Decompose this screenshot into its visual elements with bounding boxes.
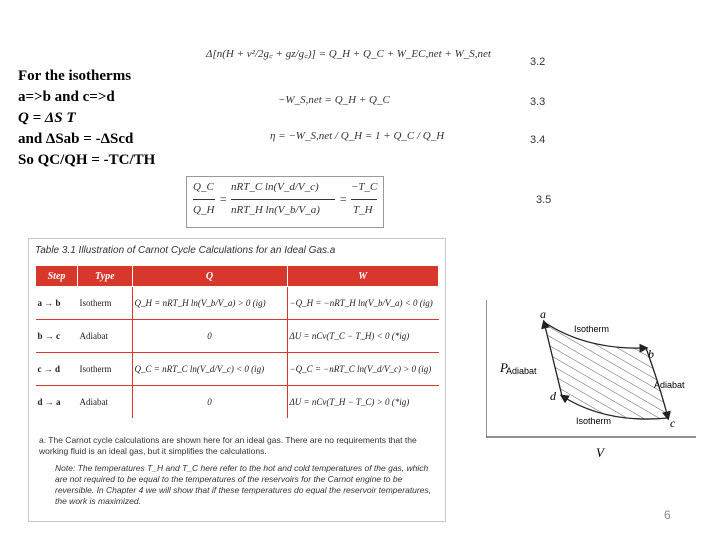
row-type: Isotherm bbox=[78, 353, 133, 386]
eq35-equals-2: = bbox=[339, 192, 348, 206]
row-step: d → a bbox=[36, 386, 78, 419]
point-b-label: b bbox=[648, 347, 654, 361]
table-row bbox=[36, 320, 439, 353]
table-row bbox=[36, 386, 439, 419]
header-type: Type bbox=[78, 266, 133, 287]
eq35-equals-1: = bbox=[219, 192, 228, 206]
row-q: Q_C = nRT_C ln(V_d/V_c) < 0 (ig) bbox=[132, 353, 287, 386]
adiabat-left-label: Adiabat bbox=[506, 366, 537, 376]
isotherm-top-label: Isotherm bbox=[574, 324, 610, 334]
table-row bbox=[36, 287, 439, 320]
row-w: −Q_C = −nRT_C ln(V_d/V_c) > 0 (ig) bbox=[287, 353, 439, 386]
eq35-lhs-numerator: Q_C bbox=[193, 181, 214, 193]
p-axis-label: P bbox=[500, 360, 508, 375]
summary-line-1: For the isotherms bbox=[18, 68, 132, 84]
header-w: W bbox=[287, 266, 439, 287]
equation-number-3-3: 3.3 bbox=[530, 96, 546, 108]
summary-line-3: Q = ΔS T bbox=[18, 110, 76, 126]
row-type: Adiabat bbox=[78, 386, 133, 419]
header-step: Step bbox=[36, 266, 78, 287]
row-w: ΔU = nCv(T_C − T_H) < 0 (*ig) bbox=[287, 320, 439, 353]
row-type: Isotherm bbox=[78, 287, 133, 320]
row-q: Q_H = nRT_H ln(V_b/V_a) > 0 (ig) bbox=[132, 287, 287, 320]
equation-number-3-2: 3.2 bbox=[530, 56, 546, 68]
row-step: a → b bbox=[36, 287, 78, 320]
eq35-rhs-denominator: T_H bbox=[353, 204, 373, 216]
table-row bbox=[36, 353, 439, 386]
summary-text-block bbox=[18, 66, 188, 171]
row-step: c → d bbox=[36, 353, 78, 386]
equation-number-3-4: 3.4 bbox=[530, 134, 546, 146]
row-w: ΔU = nCv(T_H − T_C) > 0 (*ig) bbox=[287, 386, 439, 419]
equation-number-3-5: 3.5 bbox=[536, 194, 552, 206]
equation-3-4: η = −W_S,net / Q_H = 1 + Q_C / Q_H bbox=[270, 130, 445, 142]
table-footnote: a. The Carnot cycle calculations are shown here for an ideal gas. There are no requirements that the working fluid is an ideal gas, but it simplifies the calculations. bbox=[39, 435, 417, 456]
equation-3-5-box bbox=[186, 176, 384, 228]
eq35-mid-bar bbox=[231, 199, 335, 200]
point-c-label: c bbox=[670, 416, 676, 430]
row-step: b → c bbox=[36, 320, 78, 353]
eq35-rhs-numerator: −T_C bbox=[351, 181, 378, 193]
row-q: 0 bbox=[132, 386, 287, 419]
table-note: Note: The temperatures T_H and T_C here refer to the hot and cold temperatures of the gas, which are not required to be equal to the temperatures of the reservoirs for the Carnot engine to be reversible. In Chapter 4 we will show that if these temperatures do equal the reservoir temperatures, the work is maximized. bbox=[55, 463, 432, 506]
row-type: Adiabat bbox=[78, 320, 133, 353]
summary-line-4: and ΔSab = -ΔScd bbox=[18, 131, 134, 147]
summary-line-2: a=>b and c=>d bbox=[18, 89, 115, 105]
page-number: 6 bbox=[664, 508, 671, 522]
carnot-table bbox=[35, 265, 439, 418]
equation-3-2: Δ[n(H + v²/2g꜀ + gz/g꜀)] = Q_H + Q_C + W_EC,net + W_S,net bbox=[206, 48, 491, 60]
header-q: Q bbox=[132, 266, 287, 287]
table-header-row bbox=[36, 266, 439, 287]
summary-line-5: So QC/QH = -TC/TH bbox=[18, 152, 156, 168]
table-caption: Table 3.1 Illustration of Carnot Cycle Calculations for an Ideal Gas.a bbox=[35, 245, 336, 256]
eq35-mid-numerator: nRT_C ln(V_d/V_c) bbox=[231, 181, 319, 193]
carnot-table-figure bbox=[28, 238, 446, 522]
row-w: −Q_H = −nRT_H ln(V_b/V_a) < 0 (ig) bbox=[287, 287, 439, 320]
adiabat-right-label: Adiabat bbox=[654, 380, 685, 390]
cycle-area bbox=[544, 322, 668, 419]
isotherm-bottom-label: Isotherm bbox=[576, 416, 612, 426]
row-q: 0 bbox=[132, 320, 287, 353]
eq35-mid-denominator: nRT_H ln(V_b/V_a) bbox=[231, 204, 320, 216]
eq35-lhs-denominator: Q_H bbox=[193, 204, 215, 216]
equation-3-3: −W_S,net = Q_H + Q_C bbox=[278, 94, 390, 106]
eq35-lhs-bar bbox=[193, 199, 215, 200]
pv-diagram bbox=[486, 300, 696, 470]
v-axis-label: V bbox=[596, 445, 604, 460]
eq35-rhs-bar bbox=[351, 199, 377, 200]
point-a-label: a bbox=[540, 307, 546, 321]
point-d-label: d bbox=[550, 389, 556, 403]
